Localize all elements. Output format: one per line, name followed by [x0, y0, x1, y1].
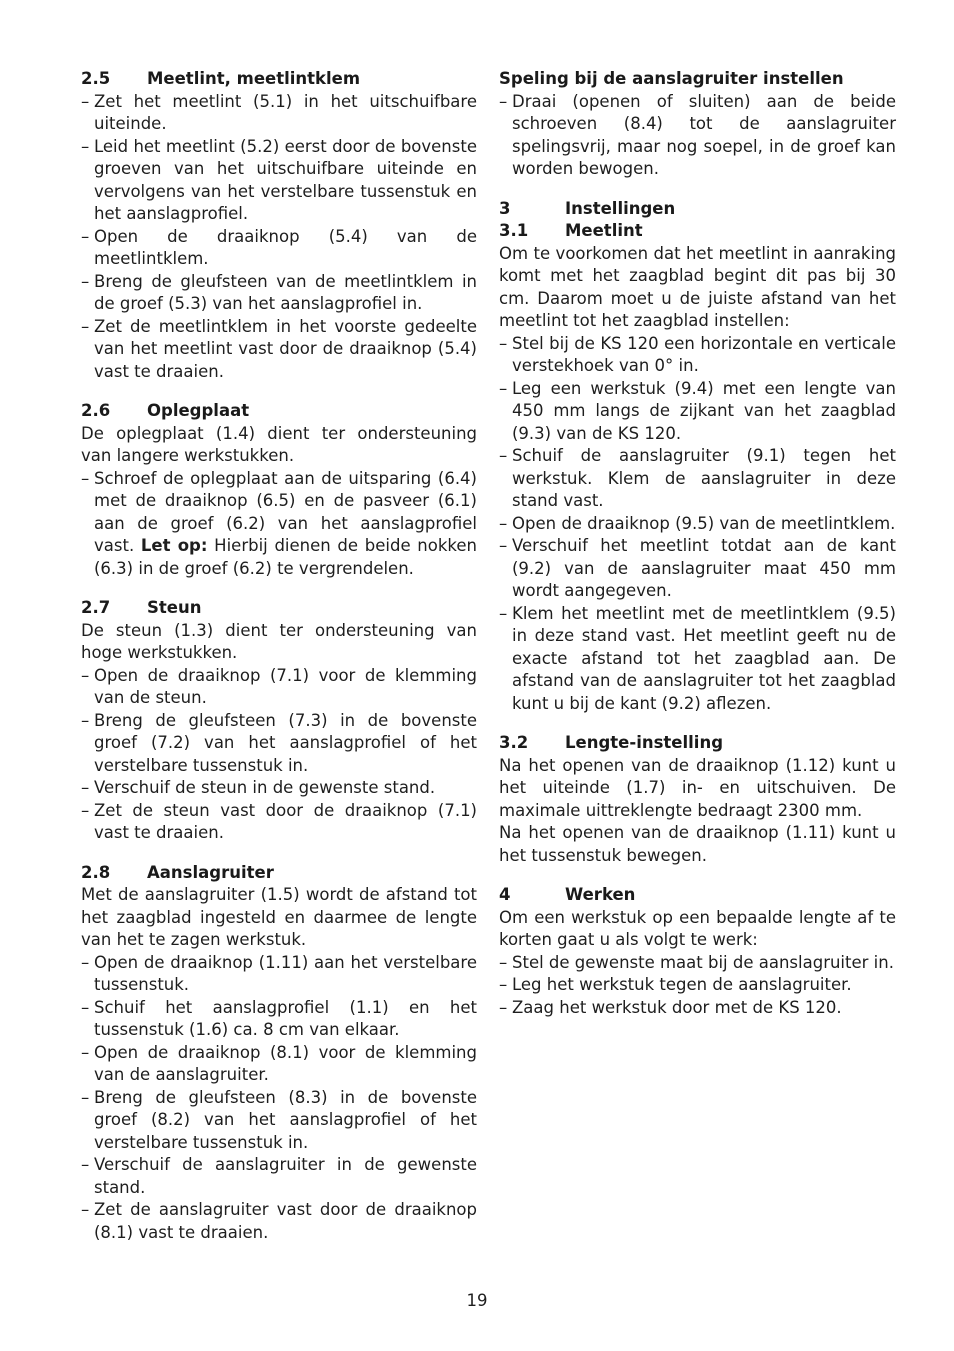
paragraph: Na het openen van de draaiknop (1.12) kunt u het uiteinde (1.7) in- en uitschuiven. De maximale uittreklengte bedraagt 2300 mm. [499, 755, 896, 820]
section-heading: 3 Instellingen [499, 198, 676, 218]
section-heading: 2.7 Steun [81, 598, 202, 617]
list-item: – Open de draaiknop (1.11) aan het verstelbare tussenstuk. [81, 952, 477, 997]
section-heading: 2.6 Oplegplaat [81, 401, 250, 420]
section-speling [499, 68, 896, 181]
list-item: – Open de draaiknop (8.1) voor de klemming van de aanslagruiter. [81, 1042, 477, 1087]
section-2-6 [81, 400, 477, 580]
section-3-2 [499, 732, 896, 867]
right-column [499, 68, 896, 1036]
section-2-7 [81, 597, 477, 845]
left-column [81, 68, 477, 1261]
section-heading: 2.8 Aanslagruiter [81, 862, 274, 882]
warning-label: Let op: [140, 536, 208, 555]
list-item: – Klem het meetlint met de meetlintklem (9.5) in deze stand vast. Het meetlint geeft nu de exacte afstand tot het zaagblad aan. De afstand van de aanslagruiter tot het zaagblad kunt u bij de kant (9.2) aflezen. [499, 603, 896, 716]
bullet-list [81, 468, 477, 581]
list-item: – Stel de gewenste maat bij de aanslagruiter in. [499, 952, 896, 975]
paragraph: Met de aanslagruiter (1.5) wordt de afstand tot het zaagblad ingesteld en daarmee de lengte van het te zagen werkstuk. [81, 885, 477, 949]
list-item: – Zet de steun vast door de draaiknop (7.1) vast te draaien. [81, 800, 477, 845]
list-item: – Leid het meetlint (5.2) eerst door de bovenste groeven van het uitschuifbare uiteinde en vervolgens van het verstelbare tussenstuk en het aanslagprofiel. [81, 136, 477, 226]
list-item: – Leg het werkstuk tegen de aanslagruiter. [499, 974, 896, 997]
subsection-heading: 3.1 Meetlint [499, 221, 643, 240]
list-item: – Zet de meetlintklem in het voorste gedeelte van het meetlint vast door de draaiknop (5.4) vast te draaien. [81, 316, 477, 384]
list-item: – Zet de aanslagruiter vast door de draaiknop (8.1) vast te draaien. [81, 1199, 477, 1244]
section-3 [499, 198, 896, 716]
list-item: – Schuif de aanslagruiter (9.1) tegen het werkstuk. Klem de aanslagruiter in deze stand vast. [499, 445, 896, 513]
list-item: – Draai (openen of sluiten) aan de beide schroeven (8.4) tot de aanslagruiter spelingsvrij, maar nog soepel, in de groef kan worden bewogen. [499, 91, 896, 181]
bullet-list [499, 91, 896, 181]
bullet-list [499, 333, 896, 716]
paragraph: Om te voorkomen dat het meetlint in aanraking komt met het zaagblad begint dit pas bij 30 cm. Daarom moet u de juiste afstand van het meetlint tot het zaagblad instellen: [499, 243, 896, 330]
list-item: – Open de draaiknop (7.1) voor de klemming van de steun. [81, 665, 477, 710]
section-heading: 4 Werken [499, 885, 636, 904]
list-item: – Breng de gleufsteen (7.3) in de bovenste groef (7.2) van het aanslagprofiel of het verstelbare tussenstuk in. [81, 710, 477, 778]
paragraph: Na het openen van de draaiknop (1.11) kunt u het tussenstuk bewegen. [499, 823, 896, 865]
list-item: – Verschuif de steun in de gewenste stand. [81, 777, 477, 800]
bullet-list [81, 665, 477, 845]
section-heading: 2.5 Meetlint, meetlintklem [81, 69, 361, 88]
list-item: – Verschuif de aanslagruiter in de gewenste stand. [81, 1154, 477, 1199]
list-item: – Open de draaiknop (9.5) van de meetlintklem. [499, 513, 896, 536]
bullet-list [81, 952, 477, 1245]
bullet-list [81, 91, 477, 384]
list-item: – Zet het meetlint (5.1) in het uitschuifbare uiteinde. [81, 91, 477, 136]
section-2-8 [81, 862, 477, 1245]
section-heading: 3.2 Lengte-instelling [499, 733, 724, 752]
paragraph: De steun (1.3) dient ter ondersteuning van hoge werkstukken. [81, 620, 477, 662]
list-item: – Open de draaiknop (5.4) van de meetlintklem. [81, 226, 477, 271]
paragraph: Om een werkstuk op een bepaalde lengte af te korten gaat u als volgt te werk: [499, 907, 896, 949]
list-item: – Zaag het werkstuk door met de KS 120. [499, 997, 896, 1020]
list-item: – Stel bij de KS 120 een horizontale en verticale verstekhoek van 0° in. [499, 333, 896, 378]
section-heading: Speling bij de aanslagruiter instellen [499, 69, 844, 88]
section-4 [499, 884, 896, 1019]
bullet-list [499, 952, 896, 1020]
list-item: – Schuif het aanslagprofiel (1.1) en het tussenstuk (1.6) ca. 8 cm van elkaar. [81, 997, 477, 1042]
section-2-5 [81, 68, 477, 383]
list-item: – Breng de gleufsteen (8.3) in de bovenste groef (8.2) van het aanslagprofiel of het verstelbare tussenstuk in. [81, 1087, 477, 1155]
page-number: 19 [466, 1291, 488, 1310]
list-item: – Verschuif het meetlint totdat aan de kant (9.2) van de aanslagruiter maat 450 mm wordt aangegeven. [499, 535, 896, 603]
paragraph: De oplegplaat (1.4) dient ter ondersteuning van langere werkstukken. [81, 423, 477, 465]
list-item: – Breng de gleufsteen van de meetlintklem in de groef (5.3) van het aanslagprofiel in. [81, 271, 477, 316]
list-item: – Leg een werkstuk (9.4) met een lengte van 450 mm langs de zijkant van het zaagblad (9.3) van de KS 120. [499, 378, 896, 446]
list-item: – Schroef de oplegplaat aan de uitsparing (6.4) met de draaiknop (6.5) en de pasveer (6.1) aan de groef (6.2) van het aanslagprofiel vast. Let op: Hierbij dienen de beide nokken (6.3) in de groef (6.2) te vergrendelen. [81, 468, 477, 581]
